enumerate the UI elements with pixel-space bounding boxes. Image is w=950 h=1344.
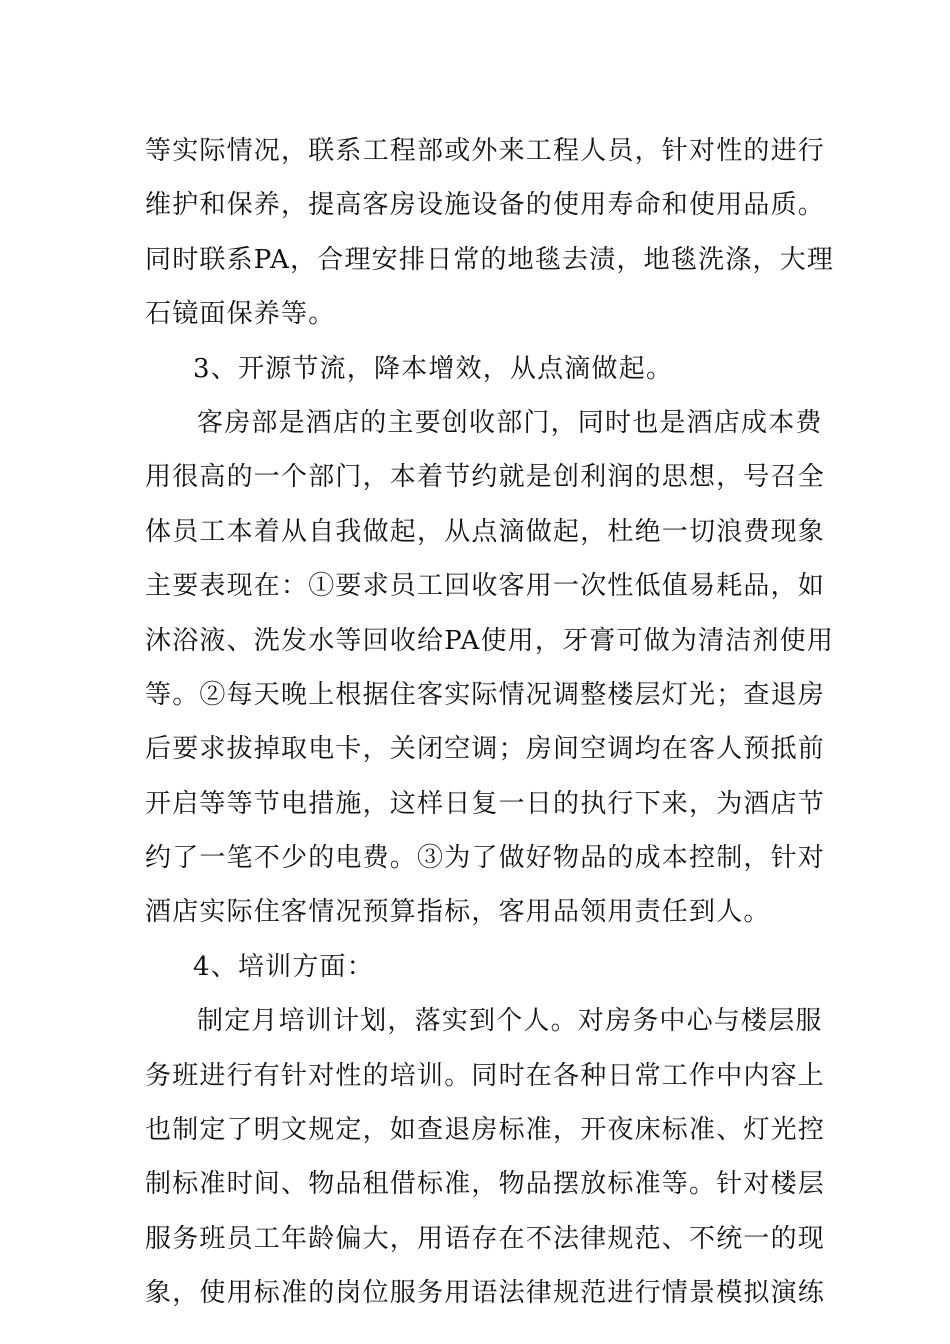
- text-line: 石镜面保养等。: [145, 299, 336, 330]
- section-heading: 3、开源节流，降本增效，从点滴做起。: [193, 353, 674, 384]
- paragraph-first-line: 制定月培训计划，落实到个人。对房务中心与楼层服: [197, 1006, 823, 1037]
- text-line: 同时联系PA，合理安排日常的地毯去渍，地毯洗涤，大理: [145, 244, 835, 275]
- text-line: 等。②每天晚上根据住客实际情况调整楼层灯光；查退房: [145, 679, 826, 710]
- text-line: 等实际情况，联系工程部或外来工程人员，针对性的进行: [145, 136, 826, 166]
- text-line: 维护和保养，提高客房设施设备的使用寿命和使用品质。: [145, 190, 826, 221]
- text-line: 后要求拔掉取电卡，关闭空调；房间空调均在客人预抵前: [145, 734, 826, 765]
- text-line: 开启等等节电措施，这样日复一日的执行下来，为酒店节: [145, 788, 826, 819]
- text-line: 象，使用标准的岗位服务用语法律规范进行情景模拟演练: [145, 1278, 826, 1309]
- text-line: 约了一笔不少的电费。③为了做好物品的成本控制，针对: [145, 843, 826, 874]
- section-heading: 4、培训方面：: [193, 951, 374, 982]
- text-line: 务班进行有针对性的培训。同时在各种日常工作中内容上: [145, 1060, 826, 1091]
- text-line: 也制定了明文规定，如查退房标准，开夜床标准、灯光控: [145, 1115, 826, 1146]
- text-line: 用很高的一个部门，本着节约就是创利润的思想，号召全: [145, 462, 826, 493]
- text-line: 主要表现在：①要求员工回收客用一次性低值易耗品，如: [145, 571, 826, 602]
- text-line: 体员工本着从自我做起，从点滴做起，杜绝一切浪费现象: [145, 516, 826, 547]
- document-body: [145, 124, 835, 1321]
- text-line: 服务班员工年龄偏大，用语存在不法律规范、不统一的现: [145, 1223, 826, 1254]
- paragraph-first-line: 客房部是酒店的主要创收部门，同时也是酒店成本费: [197, 407, 823, 438]
- text-line: 酒店实际住客情况预算指标，客用品领用责任到人。: [145, 897, 771, 928]
- text-line: 制标准时间、物品租借标准，物品摆放标准等。针对楼层: [145, 1169, 826, 1200]
- text-line: 沐浴液、洗发水等回收给PA使用，牙膏可做为清洁剂使用: [145, 625, 835, 656]
